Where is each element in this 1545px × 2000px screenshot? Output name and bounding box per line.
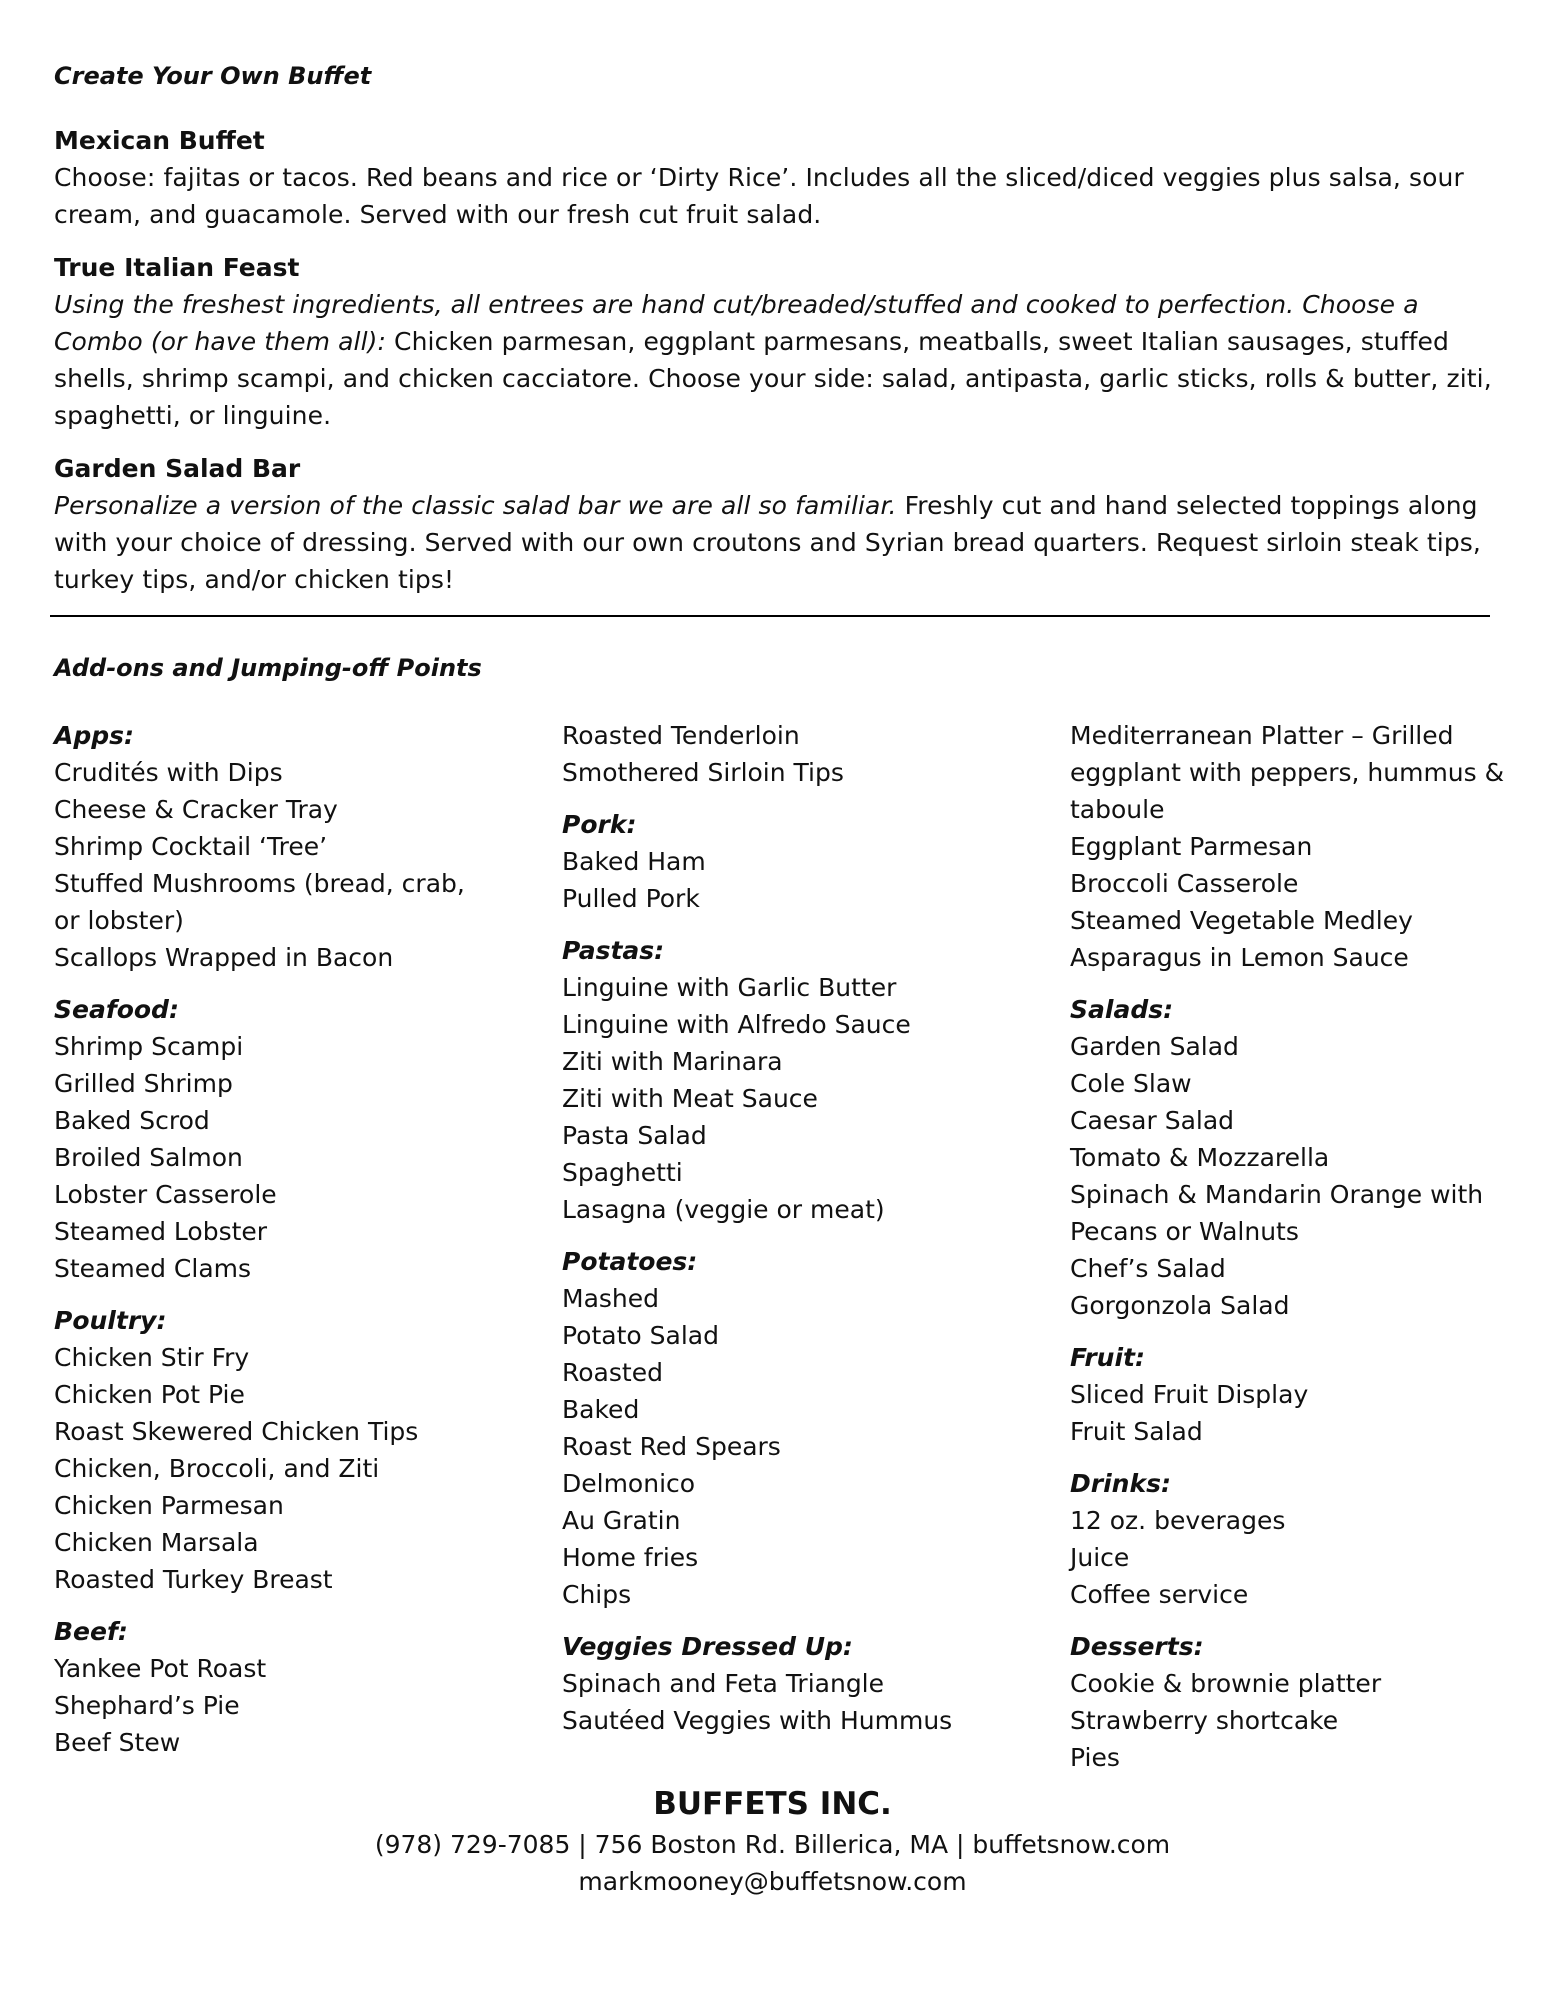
menu-item: Ziti with Meat Sauce (562, 1084, 818, 1113)
category-items (562, 717, 1002, 791)
category-items (54, 1650, 494, 1761)
section-heading: Create Your Own Buffet (54, 62, 372, 90)
menu-item: Home fries (562, 1543, 699, 1572)
menu-item: Mashed (562, 1284, 660, 1313)
buffet-description-lead: Personalize a version of the classic salad bar we are all so familiar. (54, 491, 897, 520)
menu-item: Lobster Casserole (54, 1180, 277, 1209)
contact-line: (978) 729-7085 | 756 Boston Rd. Billerica, MA | buffetsnow.com (374, 1830, 1171, 1859)
buffet-title: Mexican Buffet (54, 126, 265, 155)
menu-category (562, 717, 1002, 791)
menu-item: Roasted (562, 1358, 663, 1387)
menu-item: Mediterranean Platter – Grilled eggplant with peppers, hummus & taboule (1070, 721, 1505, 824)
company-name: BUFFETS INC. (653, 1786, 892, 1822)
category-items (1070, 1376, 1510, 1450)
menu-item: Caesar Salad (1070, 1106, 1235, 1135)
section-divider (50, 615, 1490, 617)
menu-item: Eggplant Parmesan (1070, 832, 1313, 861)
category-title: Poultry: (54, 1306, 167, 1335)
menu-item: Beef Stew (54, 1728, 181, 1757)
menu-category (1070, 717, 1510, 976)
menu-item: Strawberry shortcake (1070, 1706, 1339, 1735)
addons-column (562, 717, 1002, 1754)
category-items (54, 1339, 494, 1598)
menu-category (1070, 1465, 1510, 1613)
category-items (562, 843, 1002, 917)
menu-item: Broccoli Casserole (1070, 869, 1299, 898)
category-title: Salads: (1070, 995, 1174, 1024)
menu-category (562, 806, 1002, 917)
menu-item: Cole Slaw (1070, 1069, 1192, 1098)
menu-item: Smothered Sirloin Tips (562, 758, 844, 787)
menu-item: Chef’s Salad (1070, 1254, 1226, 1283)
menu-item: Asparagus in Lemon Sauce (1070, 943, 1409, 972)
menu-item: Chips (562, 1580, 632, 1609)
menu-item: Baked Ham (562, 847, 706, 876)
category-items (54, 1028, 494, 1287)
menu-item: Shrimp Cocktail ‘Tree’ (54, 832, 328, 861)
menu-item: Sautéed Veggies with Hummus (562, 1706, 953, 1735)
menu-item: Linguine with Garlic Butter (562, 973, 897, 1002)
menu-item: Spinach & Mandarin Orange with Pecans or Walnuts (1070, 1180, 1484, 1246)
menu-item: Gorgonzola Salad (1070, 1291, 1290, 1320)
category-items (54, 754, 494, 976)
menu-category (1070, 1628, 1510, 1776)
buffet-description-text: Choose: fajitas or tacos. Red beans and rice or ‘Dirty Rice’. Includes all the sliced/diced veggies plus salsa, sour cream, and guacamole. Served with our fresh cut fruit salad. (54, 163, 1464, 229)
menu-category (1070, 991, 1510, 1324)
menu-item: Pulled Pork (562, 884, 700, 913)
menu-category (54, 1613, 494, 1761)
menu-item: Cookie & brownie platter (1070, 1669, 1382, 1698)
menu-category (54, 1302, 494, 1598)
category-title: Apps: (54, 721, 135, 750)
category-title: Potatoes: (562, 1247, 698, 1276)
email-line: markmooney@buffetsnow.com (578, 1867, 967, 1896)
menu-item: Yankee Pot Roast (54, 1654, 267, 1683)
menu-item: Roasted Turkey Breast (54, 1565, 333, 1594)
menu-item: Roast Red Spears (562, 1432, 781, 1461)
buffet-description (54, 286, 1494, 434)
footer (0, 1782, 1545, 1900)
menu-item: Lasagna (veggie or meat) (562, 1195, 885, 1224)
menu-item: Garden Salad (1070, 1032, 1239, 1061)
category-items (562, 1280, 1002, 1613)
menu-item: Chicken Marsala (54, 1528, 259, 1557)
buffet-italian (54, 249, 1494, 434)
menu-item: Spinach and Feta Triangle (562, 1669, 885, 1698)
menu-item: Stuffed Mushrooms (bread, crab, or lobster) (54, 869, 465, 935)
addons-heading: Add-ons and Jumping-off Points (54, 654, 482, 682)
menu-item: Shrimp Scampi (54, 1032, 244, 1061)
category-items (562, 969, 1002, 1228)
category-title: Seafood: (54, 995, 179, 1024)
create-your-own-buffet-section (54, 58, 1494, 598)
menu-item: Crudités with Dips (54, 758, 283, 787)
addons-column (1070, 717, 1510, 1791)
buffet-mexican (54, 122, 1494, 233)
buffet-title: Garden Salad Bar (54, 454, 301, 483)
menu-item: Fruit Salad (1070, 1417, 1203, 1446)
menu-item: Sliced Fruit Display (1070, 1380, 1309, 1409)
buffet-description (54, 159, 1494, 233)
category-title: Fruit: (1070, 1343, 1145, 1372)
buffet-description-text: Freshly cut and hand selected toppings along with your choice of dressing. Served with our own croutons and Syrian bread quarters. Request sirloin steak tips, turkey tips, and/or chicken tips! (54, 491, 1481, 594)
category-title: Pork: (562, 810, 637, 839)
menu-item: Baked (562, 1395, 640, 1424)
menu-item: Roast Skewered Chicken Tips (54, 1417, 419, 1446)
menu-item: Shephard’s Pie (54, 1691, 240, 1720)
menu-item: Pies (1070, 1743, 1120, 1772)
buffet-description-text: Chicken parmesan, eggplant parmesans, meatballs, sweet Italian sausages, stuffed shells, shrimp scampi, and chicken cacciatore. Choose your side: salad, antipasta, garlic sticks, rolls & butter, ziti, spaghetti, or linguine. (54, 327, 1492, 430)
category-items (1070, 1028, 1510, 1324)
buffet-garden-salad (54, 450, 1494, 598)
addons-column (54, 717, 494, 1776)
category-items (1070, 717, 1510, 976)
menu-item: Pasta Salad (562, 1121, 707, 1150)
menu-item: Chicken Parmesan (54, 1491, 284, 1520)
menu-item: Chicken Pot Pie (54, 1380, 245, 1409)
menu-item: Linguine with Alfredo Sauce (562, 1010, 911, 1039)
menu-item: Chicken Stir Fry (54, 1343, 250, 1372)
menu-item: Juice (1070, 1543, 1130, 1572)
menu-item: Au Gratin (562, 1506, 681, 1535)
menu-item: Broiled Salmon (54, 1143, 243, 1172)
menu-item: Steamed Vegetable Medley (1070, 906, 1413, 935)
menu-item: Coffee service (1070, 1580, 1249, 1609)
menu-item: Ziti with Marinara (562, 1047, 783, 1076)
buffet-title: True Italian Feast (54, 253, 300, 282)
category-title: Drinks: (1070, 1469, 1171, 1498)
menu-category (54, 717, 494, 976)
menu-category (562, 932, 1002, 1228)
category-title: Beef: (54, 1617, 128, 1646)
menu-category (562, 1628, 1002, 1739)
category-items (1070, 1502, 1510, 1613)
menu-item: Spaghetti (562, 1158, 683, 1187)
menu-category (54, 991, 494, 1287)
menu-item: Chicken, Broccoli, and Ziti (54, 1454, 380, 1483)
menu-category (1070, 1339, 1510, 1450)
menu-item: Scallops Wrapped in Bacon (54, 943, 394, 972)
menu-item: Cheese & Cracker Tray (54, 795, 338, 824)
category-title: Veggies Dressed Up: (562, 1632, 853, 1661)
menu-item: Delmonico (562, 1469, 696, 1498)
menu-item: Steamed Clams (54, 1254, 252, 1283)
menu-item: Baked Scrod (54, 1106, 210, 1135)
menu-item: Grilled Shrimp (54, 1069, 233, 1098)
category-title: Desserts: (1070, 1632, 1204, 1661)
menu-item: Roasted Tenderloin (562, 721, 800, 750)
menu-item: Tomato & Mozzarella (1070, 1143, 1330, 1172)
menu-category (562, 1243, 1002, 1613)
category-items (562, 1665, 1002, 1739)
buffet-description (54, 487, 1494, 598)
category-items (1070, 1665, 1510, 1776)
category-title: Pastas: (562, 936, 665, 965)
menu-item: Steamed Lobster (54, 1217, 268, 1246)
buffet-description-lead: Using the freshest ingredients, all entrees are hand cut/breaded/stuffed and cooked to perfection. Choose a Combo (or have them all): (54, 290, 1419, 356)
menu-item: 12 oz. beverages (1070, 1506, 1286, 1535)
menu-item: Potato Salad (562, 1321, 719, 1350)
